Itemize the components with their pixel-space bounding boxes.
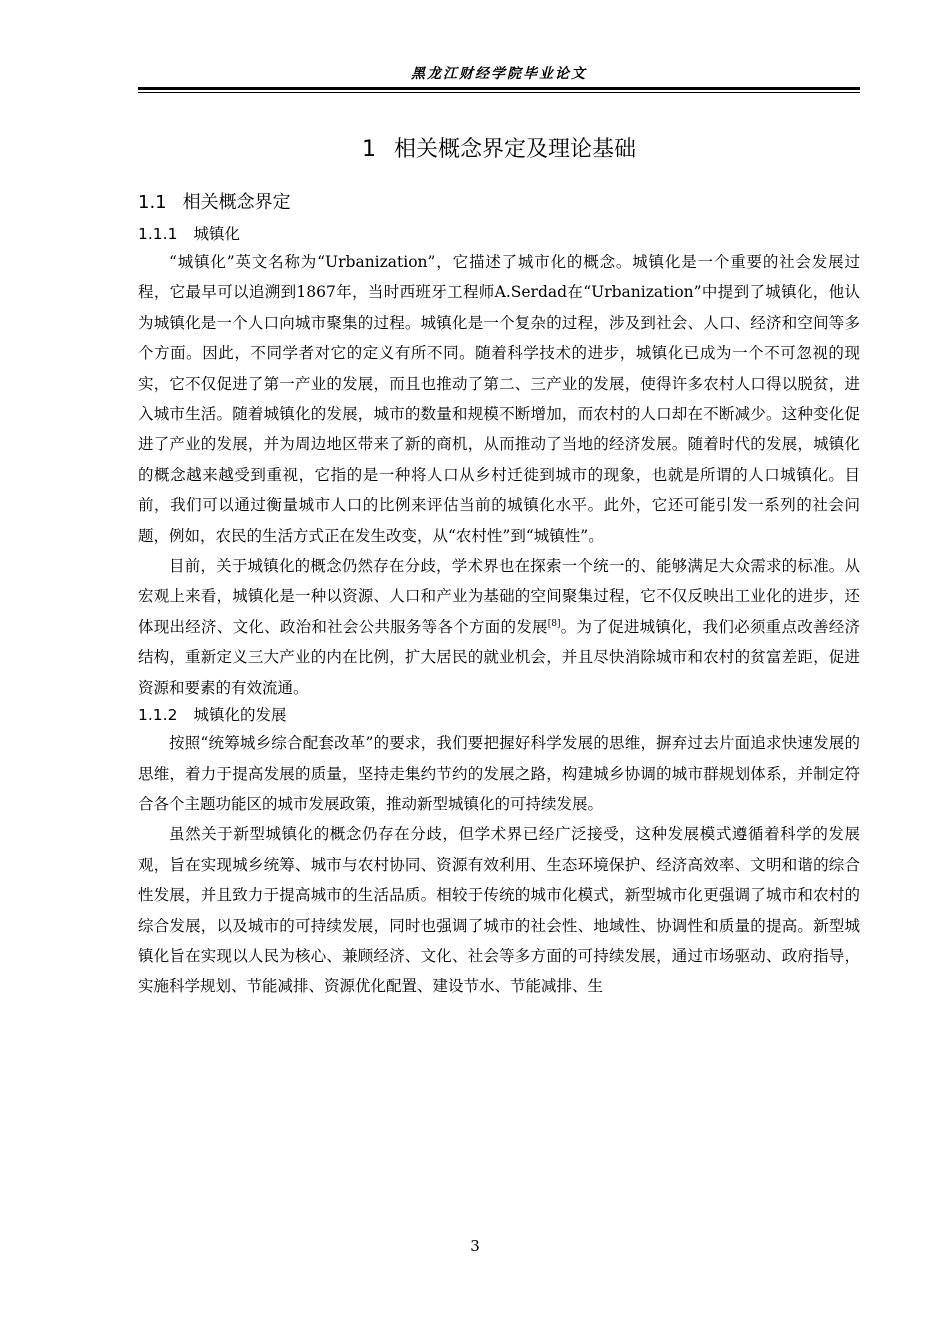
- page-body: [138, 130, 860, 1002]
- subsection-title-text: 城镇化的发展: [193, 706, 287, 725]
- paragraph-text: 。为了促进城镇化，我们必须重点改善经济结构，重新定义三大产业的内在比例，扩大居民的就业机会，并且尽快消除城市和农村的贫富差距，促进资源和要素的有效流通。: [138, 617, 860, 697]
- paragraph-with-citation: [138, 551, 860, 703]
- header-rule-thick: [138, 87, 860, 90]
- paragraph: 按照“统筹城乡综合配套改革”的要求，我们要把握好科学发展的思维，摒弃过去片面追求快速发展的思维，着力于提高发展的质量，坚持走集约节约的发展之路，构建城乡协调的城市群规划体系，并制定符合各个主题功能区的城市发展政策，推动新型城镇化的可持续发展。: [138, 734, 860, 813]
- paragraph-text: 目前，关于城镇化的概念仍然存在分歧，学术界也在探索一个统一的、能够满足大众需求的标准。从宏观上来看，城镇化是一种以资源、人口和产业为基础的空间聚集过程，它不仅反映出工业化的进步，还体现出经济、文化、政治和社会公共服务等各个方面的发展: [138, 557, 860, 636]
- subsection-heading-urbanization: [138, 222, 860, 247]
- subsection-number: 1.1.1: [138, 225, 178, 243]
- citation-marker: [8]: [547, 618, 561, 629]
- chapter-title-text: 相关概念界定及理论基础: [393, 137, 636, 162]
- subsection-title-text: 城镇化: [193, 225, 240, 243]
- chapter-title: [138, 130, 860, 170]
- paragraph: “城镇化”英文名称为“Urbanization”，它描述了城市化的概念。城镇化是一个重要的社会发展过程，它最早可以追溯到1867年，当时西班牙工程师A.Serdad在“Urbanization”中提到了城镇化，他认为城镇化是一个人口向城市聚集的过程。城镇化是一个复杂的过程，涉及到社会、人口、经济和空间等多个方面。因此，不同学者对它的定义有所不同。随着科学技术的进步，城镇化已成为一个不可忽视的现实，它不仅促进了第一产业的发展，而且也推动了第二、三产业的发展，使得许多农村人口得以脱贫，进入城市生活。随着城镇化的发展，城市的数量和规模不断增加，而农村的人口却在不断减少。这种变化促进了产业的发展，并为周边地区带来了新的商机，从而推动了当地的经济发展。随着时代的发展，城镇化的概念越来越受到重视，它指的是一种将人口从乡村迁徙到城市的现象，也就是所谓的人口城镇化。目前，我们可以通过衡量城市人口的比例来评估当前的城镇化水平。此外，它还可能引发一系列的社会问题，例如，农民的生活方式正在发生改变，从“农村性”到“城镇性”。: [138, 253, 860, 545]
- subsection-number: 1.1.2: [138, 706, 178, 725]
- section-title-text: 相关概念界定: [182, 192, 291, 213]
- page-number: 3: [470, 1237, 480, 1255]
- subsection-heading-development: [138, 703, 860, 728]
- section-heading: [138, 188, 860, 218]
- chapter-number: 1: [361, 137, 376, 162]
- running-header: 黑龙江财经学院毕业论文: [411, 66, 587, 82]
- paragraph: 虽然关于新型城镇化的概念仍存在分歧，但学术界已经广泛接受，这种发展模式遵循着科学的发展观，旨在实现城乡统筹、城市与农村协同、资源有效利用、生态环境保护、经济高效率、文明和谐的综合性发展，并且致力于提高城市的生活品质。相较于传统的城市化模式，新型城市化更强调了城市和农村的综合发展，以及城市的可持续发展，同时也强调了城市的社会性、地域性、协调性和质量的提高。新型城镇化旨在实现以人民为核心、兼顾经济、文化、社会等多方面的可持续发展，通过市场驱动、政府指导，实施科学规划、节能减排、资源优化配置、建设节水、节能减排、生: [138, 825, 860, 996]
- section-number: 1.1: [138, 192, 167, 213]
- header-rule-thin: [138, 92, 860, 93]
